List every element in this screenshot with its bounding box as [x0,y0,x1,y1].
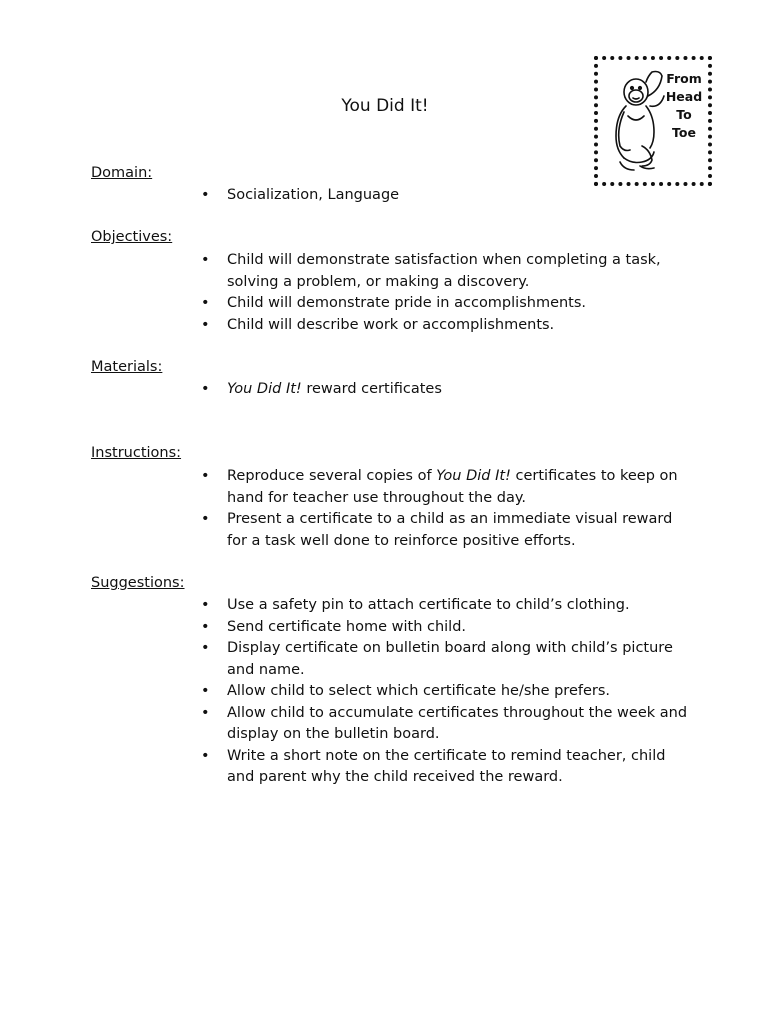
domain-heading: Domain: [91,165,153,181]
objective-item: • Child will demonstrate pride in accomplishments. [201,293,691,315]
logo-word-to: To [676,107,692,122]
domain-item: • Socialization, Language [201,185,691,207]
suggestions-list [201,595,691,789]
logo-word-head: Head [665,89,703,104]
certificate-name: You Did It! [436,468,511,484]
suggestion-item: • Send certificate home with child. [201,617,691,639]
suggestion-item: • Allow child to accumulate certificates throughout the week and display on the bulletin board. [201,703,691,746]
from-head-to-toe-logo [594,56,712,186]
material-item-rest: reward certificates [301,381,442,397]
objectives-list [201,250,691,336]
instructions-list [201,466,691,552]
suggestion-item: • Write a short note on the certificate to remind teacher, child and parent why the child received the reward. [201,746,691,789]
instructions-heading: Instructions: [91,445,182,461]
objectives-heading: Objectives: [91,229,173,245]
materials-heading: Materials: [91,359,163,375]
suggestion-item: • Allow child to select which certificate he/she prefers. [201,681,691,703]
certificate-name: You Did It! [227,381,302,397]
material-item [201,379,691,401]
suggestion-item: • Display certificate on bulletin board along with child’s picture and name. [201,638,691,681]
objective-item: • Child will demonstrate satisfaction when completing a task, solving a problem, or making a discovery. [201,250,691,293]
domain-list [201,185,691,207]
instruction-text-before: Reproduce several copies of [227,468,437,484]
logo-word-from: From [666,71,702,86]
suggestions-heading: Suggestions: [91,575,185,591]
page-title: You Did It! [341,96,429,116]
materials-list [201,379,691,401]
instruction-item: • Present a certificate to a child as an immediate visual reward for a task well done to reinforce positive efforts. [201,509,691,552]
logo-word-toe: Toe [672,125,696,140]
logo-words [664,70,704,142]
objective-item: • Child will describe work or accomplishments. [201,315,691,337]
instruction-text-after: certificates to keep on hand for teacher use throughout the day. [227,468,678,506]
instruction-item [201,466,691,509]
suggestion-item: • Use a safety pin to attach certificate to child’s clothing. [201,595,691,617]
